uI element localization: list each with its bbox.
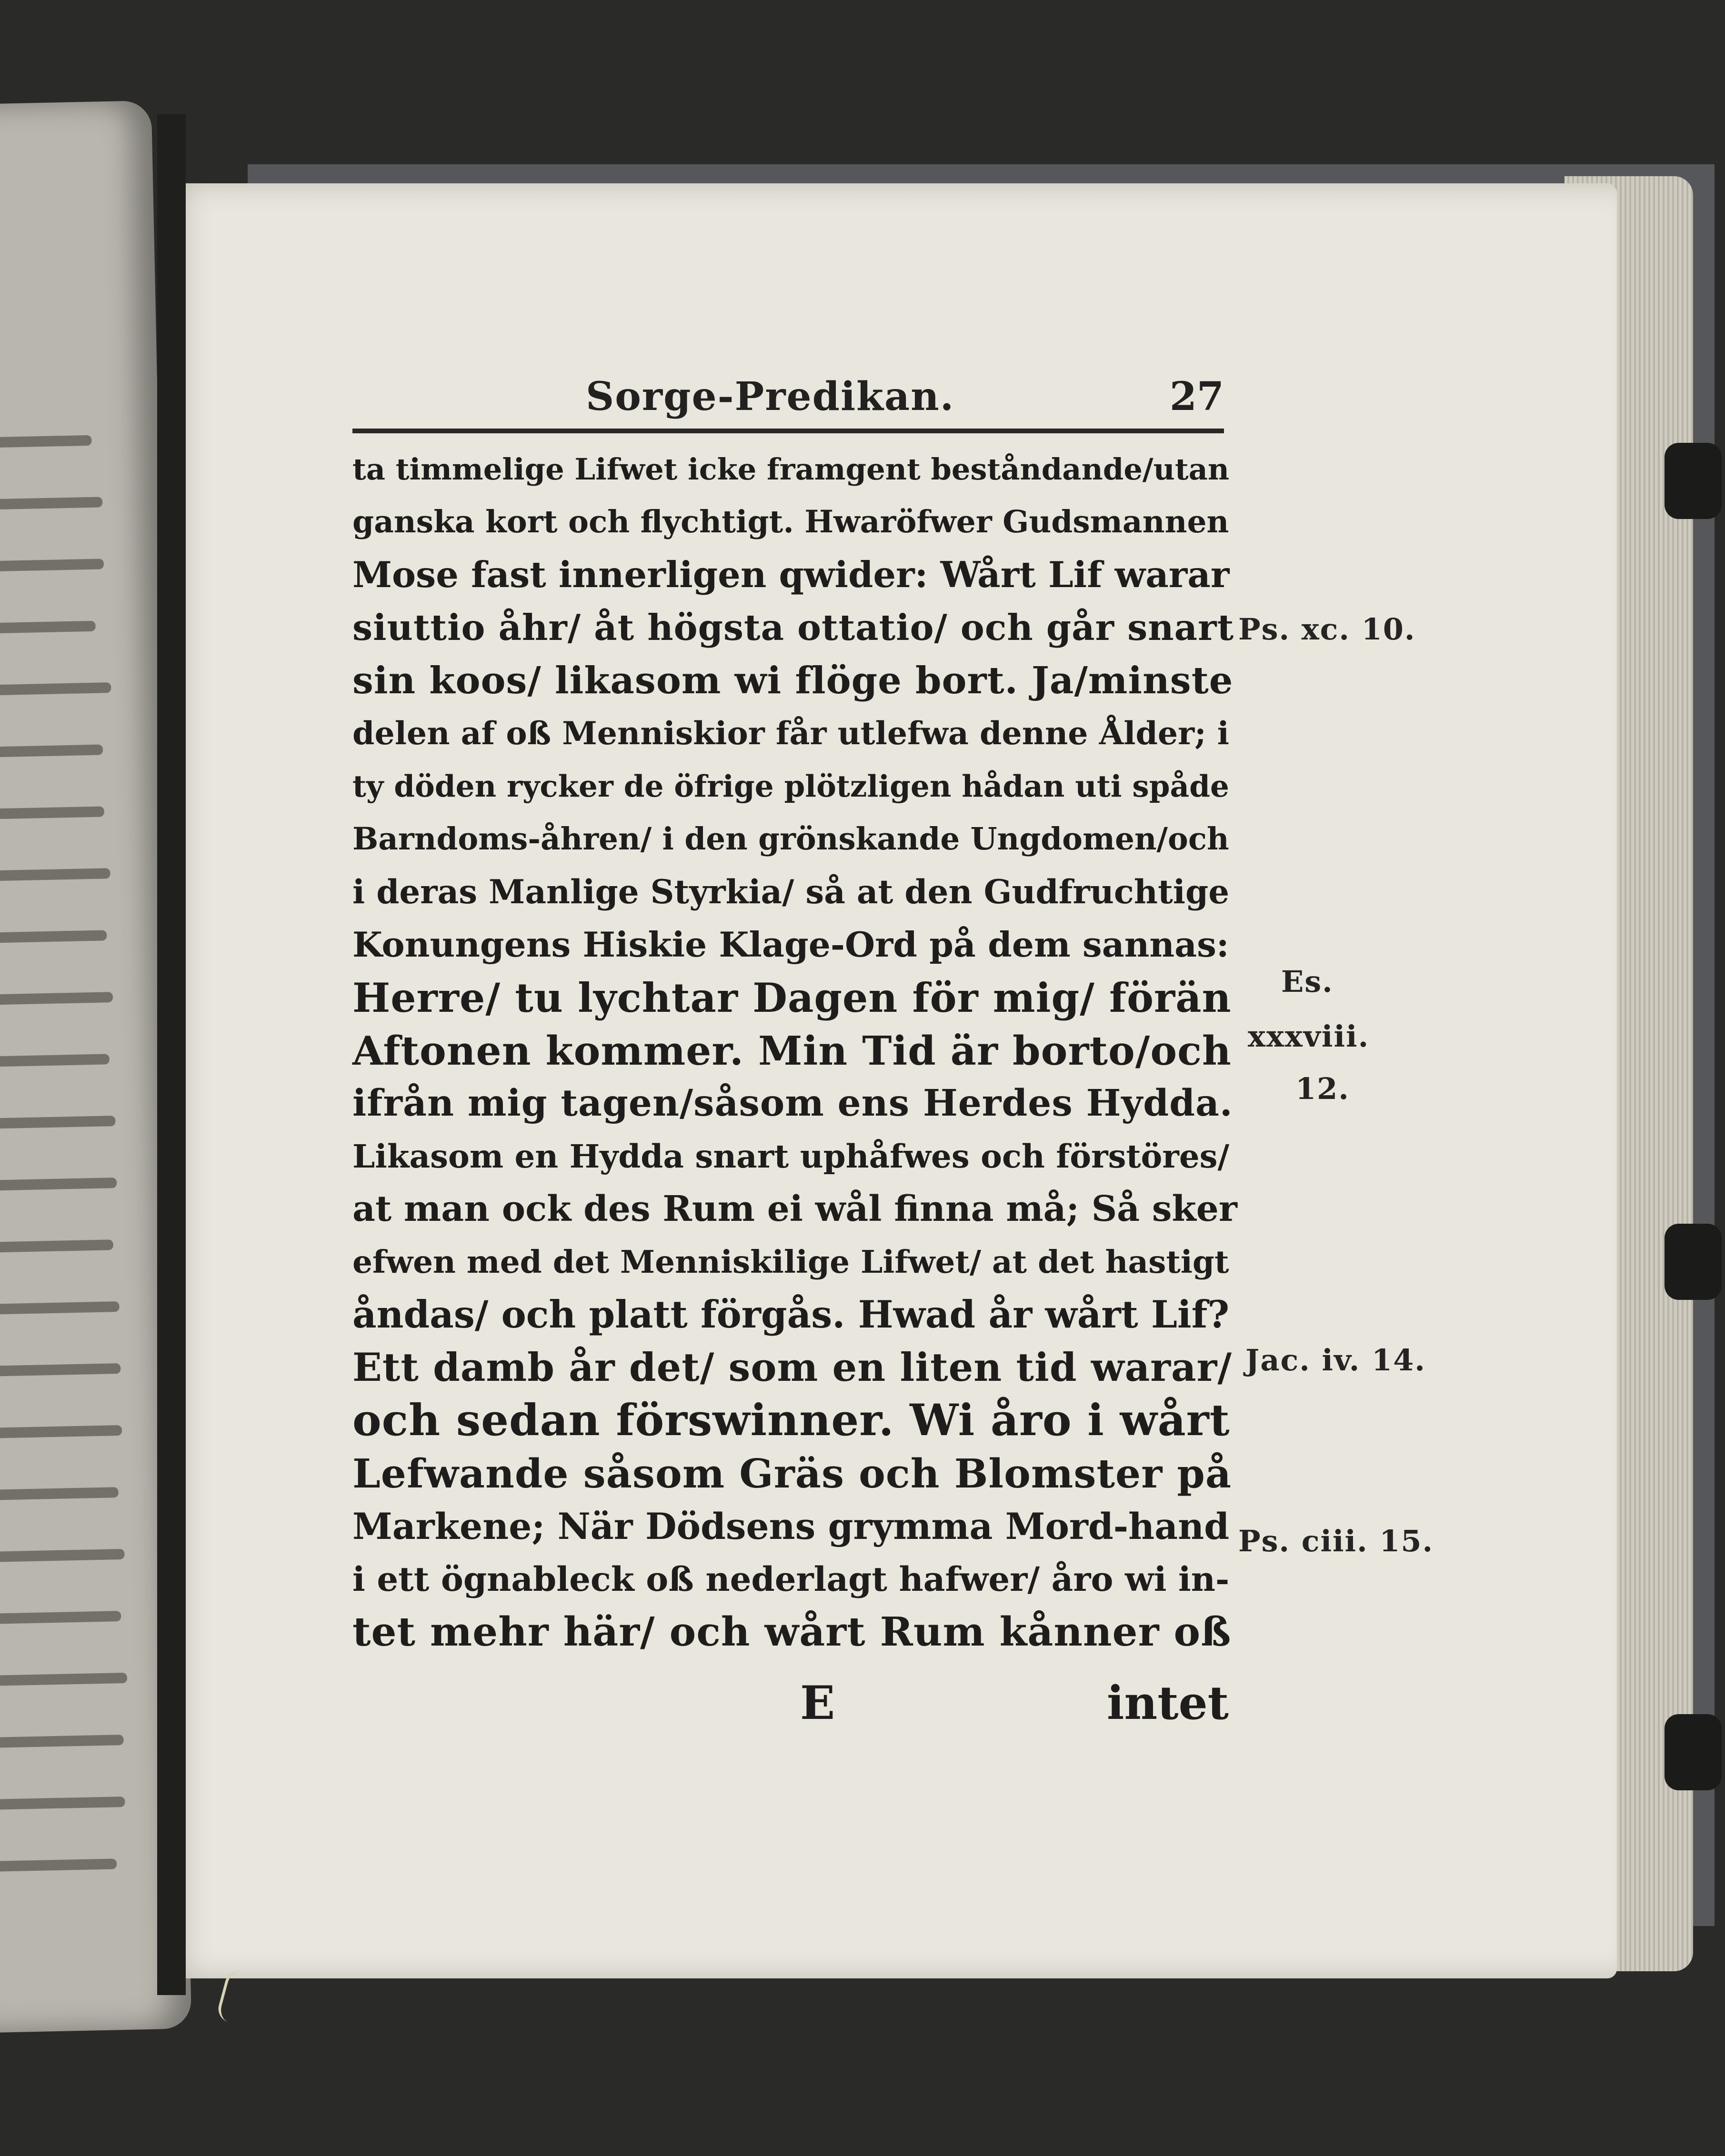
bleed-text-line bbox=[0, 1116, 116, 1129]
page-number: 27 bbox=[1169, 374, 1224, 419]
text-line: Markene; När Dödsens grymma Mord-hand bbox=[352, 1505, 1230, 1547]
text-line: ganska kort och flychtigt. Hwaröfwer Gudsmannen bbox=[352, 504, 1229, 540]
text-line: åndas/ och platt förgås. Hwad år wårt Lif? bbox=[352, 1293, 1230, 1337]
text-line: i ett ögnableck oß nederlagt hafwer/ åro wi in- bbox=[352, 1559, 1230, 1599]
text-line: Likasom en Hydda snart uphåfwes och förstöres/ bbox=[352, 1138, 1230, 1175]
text-line: Lefwande såsom Gräs och Blomster på bbox=[352, 1450, 1232, 1497]
text-line: siuttio åhr/ åt högsta ottatio/ och går snart bbox=[352, 607, 1234, 649]
text-line: tet mehr här/ och wårt Rum kånner oß bbox=[352, 1608, 1232, 1655]
bleed-text-line bbox=[0, 1425, 122, 1438]
running-title: Sorge-Predikan. bbox=[586, 374, 955, 419]
marginal-note: xxxviii. bbox=[1248, 1019, 1370, 1054]
bleed-text-line bbox=[0, 1239, 113, 1253]
text-line: och sedan förswinner. Wi åro i wårt bbox=[352, 1395, 1230, 1446]
mount-clip bbox=[1665, 443, 1722, 519]
text-line: Aftonen kommer. Min Tid är borto/och bbox=[352, 1027, 1232, 1074]
bleed-text-line bbox=[0, 1487, 119, 1500]
body-text bbox=[352, 443, 1238, 1658]
bleed-text-line bbox=[0, 930, 107, 943]
text-line: Ett damb år det/ som en liten tid warar/ bbox=[352, 1345, 1233, 1390]
bleed-text-line bbox=[0, 1054, 110, 1067]
mount-clip bbox=[1665, 1714, 1722, 1790]
text-line: Konungens Hiskie Klage-Ord på dem sannas: bbox=[352, 925, 1229, 965]
bleed-text-line bbox=[0, 806, 104, 819]
marginal-note: Jac. iv. 14. bbox=[1245, 1343, 1426, 1377]
bleed-text-line bbox=[0, 1797, 125, 1810]
marginal-note: 12. bbox=[1295, 1071, 1350, 1106]
bleed-text-line bbox=[0, 1673, 127, 1686]
page-footer bbox=[352, 1676, 1238, 1738]
bleed-text-line bbox=[0, 1735, 124, 1748]
book-spine bbox=[157, 114, 186, 1995]
bleed-text-line bbox=[0, 1549, 125, 1562]
bleed-text-line bbox=[0, 1178, 117, 1191]
catchword: intet bbox=[1106, 1676, 1229, 1730]
bleed-text-line bbox=[0, 621, 96, 634]
marginal-note: Ps. xc. 10. bbox=[1238, 612, 1416, 647]
bleed-text-line bbox=[0, 1301, 120, 1315]
bleed-text-line bbox=[0, 1611, 121, 1624]
signature-mark: E bbox=[800, 1676, 835, 1730]
text-line: ifrån mig tagen/såsom ens Herdes Hydda. bbox=[352, 1082, 1233, 1125]
bleed-text-line bbox=[0, 1363, 121, 1377]
mount-clip bbox=[1665, 1224, 1722, 1300]
bleed-text-line bbox=[0, 682, 111, 696]
text-line: i deras Manlige Styrkia/ så at den Gudfruchtige bbox=[352, 873, 1230, 911]
bleed-text-line bbox=[0, 744, 103, 758]
text-line: ta timmelige Lifwet icke framgent beståndande/utan bbox=[352, 452, 1230, 487]
header-rule bbox=[352, 429, 1224, 433]
text-line: delen af oß Menniskior får utlefwa denne Ålder; i bbox=[352, 715, 1230, 752]
text-line: ty döden rycker de öfrige plötzligen hådan uti spåde bbox=[352, 769, 1229, 804]
page-header bbox=[586, 374, 1224, 426]
bleed-text-line bbox=[0, 497, 102, 510]
text-line: Barndoms-åhren/ i den grönskande Ungdomen/och bbox=[352, 821, 1229, 857]
bleed-text-line bbox=[0, 868, 110, 881]
bleed-text-line bbox=[0, 435, 92, 448]
bleed-text-line bbox=[0, 559, 104, 572]
text-line: efwen med det Menniskilige Lifwet/ at det hastigt bbox=[352, 1243, 1229, 1280]
text-line: sin koos/ likasom wi flöge bort. Ja/minste bbox=[352, 659, 1234, 702]
text-line: Mose fast innerligen qwider: Wårt Lif warar bbox=[352, 554, 1230, 596]
text-line: at man ock des Rum ei wål finna må; Så sker bbox=[352, 1188, 1237, 1229]
text-line: Herre/ tu lychtar Dagen för mig/ förän bbox=[352, 974, 1232, 1021]
marginal-note: Es. bbox=[1281, 964, 1334, 999]
bleed-text-line bbox=[0, 1858, 117, 1871]
marginal-note: Ps. ciii. 15. bbox=[1238, 1524, 1434, 1558]
bleed-text-line bbox=[0, 992, 113, 1005]
